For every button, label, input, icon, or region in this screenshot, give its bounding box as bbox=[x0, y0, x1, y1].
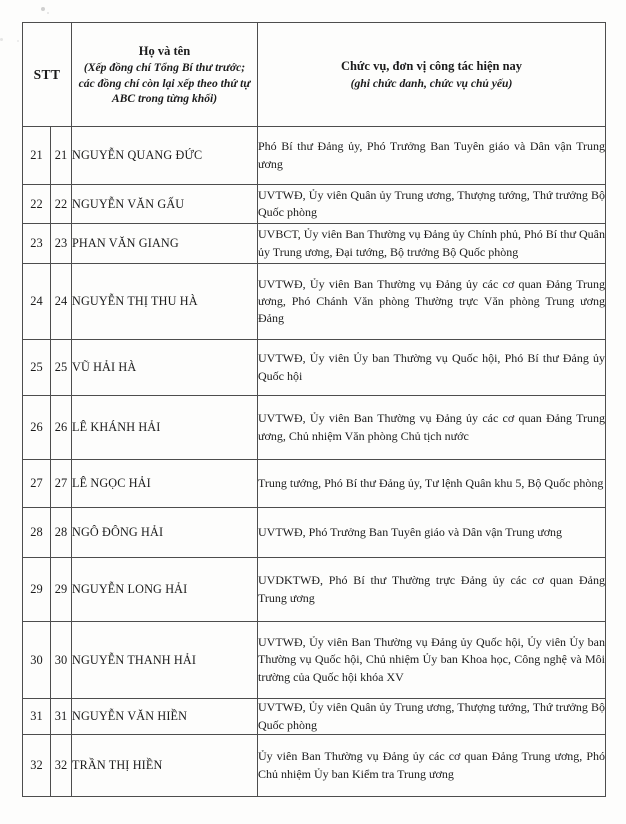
table-row bbox=[23, 224, 606, 264]
row-person-name: PHAN VĂN GIANG bbox=[72, 224, 258, 264]
table-row bbox=[23, 460, 606, 508]
table-row bbox=[23, 558, 606, 622]
row-position-description: UVTWĐ, Phó Trưởng Ban Tuyên giáo và Dân vận Trung ương bbox=[258, 508, 606, 558]
row-number-primary: 27 bbox=[23, 460, 51, 508]
column-header-name-note-1: (Xếp đồng chí Tổng Bí thư trước; bbox=[83, 61, 246, 75]
row-person-name: NGUYỄN VĂN HIỀN bbox=[72, 699, 258, 735]
row-number-primary: 21 bbox=[23, 127, 51, 185]
row-position-description: UVTWĐ, Ủy viên Quân ủy Trung ương, Thượng tướng, Thứ trưởng Bộ Quốc phòng bbox=[258, 699, 606, 735]
table-row bbox=[23, 264, 606, 340]
row-number-primary: 26 bbox=[23, 396, 51, 460]
row-person-name: LÊ NGỌC HẢI bbox=[72, 460, 258, 508]
table-row bbox=[23, 340, 606, 396]
column-header-position-note: (ghi chức danh, chức vụ chủ yếu) bbox=[350, 76, 513, 90]
column-header-name-note-2: các đồng chí còn lại xếp theo thứ tự bbox=[78, 76, 251, 90]
column-header-position-title: Chức vụ, đơn vị công tác hiện nay bbox=[340, 59, 523, 74]
personnel-table bbox=[22, 22, 606, 797]
row-person-name: NGUYỄN THANH HẢI bbox=[72, 622, 258, 699]
scan-speckle-icon bbox=[47, 12, 49, 14]
row-number-primary: 31 bbox=[23, 699, 51, 735]
column-header-name-title: Họ và tên bbox=[138, 43, 191, 58]
row-number-secondary: 21 bbox=[51, 127, 72, 185]
row-person-name: NGUYỄN LONG HẢI bbox=[72, 558, 258, 622]
table-row bbox=[23, 699, 606, 735]
row-number-secondary: 29 bbox=[51, 558, 72, 622]
row-number-primary: 30 bbox=[23, 622, 51, 699]
row-position-description: UVBCT, Ủy viên Ban Thường vụ Đảng ủy Chính phủ, Phó Bí thư Quân ủy Trung ương, Đại tướng, Bộ trưởng Bộ Quốc phòng bbox=[258, 224, 606, 264]
row-number-primary: 25 bbox=[23, 340, 51, 396]
table-row bbox=[23, 185, 606, 224]
row-position-description: UVTWĐ, Ủy viên Ban Thường vụ Đảng ủy Quốc hội, Ủy viên Ủy ban Thường vụ Quốc hội, Chủ nhiệm Ủy ban Khoa học, Công nghệ và Môi trường của Quốc hội khóa XV bbox=[258, 622, 606, 699]
row-number-secondary: 24 bbox=[51, 264, 72, 340]
row-position-description: UVTWĐ, Ủy viên Quân ủy Trung ương, Thượng tướng, Thứ trưởng Bộ Quốc phòng bbox=[258, 185, 606, 224]
column-header-name bbox=[72, 23, 258, 127]
row-position-description: Phó Bí thư Đảng ủy, Phó Trưởng Ban Tuyên giáo và Dân vận Trung ương bbox=[258, 127, 606, 185]
row-position-description: UVTWĐ, Ủy viên Ủy ban Thường vụ Quốc hội, Phó Bí thư Đảng ủy Quốc hội bbox=[258, 340, 606, 396]
scan-speckle-icon bbox=[41, 7, 45, 11]
row-number-secondary: 26 bbox=[51, 396, 72, 460]
row-position-description: UVTWĐ, Ủy viên Ban Thường vụ Đảng ủy các cơ quan Đảng Trung ương, Phó Chánh Văn phòng Thường trực Văn phòng Trung ương Đảng bbox=[258, 264, 606, 340]
row-number-primary: 32 bbox=[23, 735, 51, 797]
row-position-description: Ủy viên Ban Thường vụ Đảng ủy các cơ quan Đảng Trung ương, Phó Chủ nhiệm Ủy ban Kiểm tra Trung ương bbox=[258, 735, 606, 797]
row-number-primary: 28 bbox=[23, 508, 51, 558]
row-number-primary: 23 bbox=[23, 224, 51, 264]
row-number-secondary: 23 bbox=[51, 224, 72, 264]
row-person-name: NGUYỄN QUANG ĐỨC bbox=[72, 127, 258, 185]
row-person-name: VŨ HẢI HÀ bbox=[72, 340, 258, 396]
row-number-primary: 22 bbox=[23, 185, 51, 224]
table-header-row bbox=[23, 23, 606, 127]
scan-speckle-icon bbox=[17, 40, 19, 42]
table-row bbox=[23, 735, 606, 797]
row-position-description: UVDKTWĐ, Phó Bí thư Thường trực Đảng ủy các cơ quan Đảng Trung ương bbox=[258, 558, 606, 622]
column-header-name-note-3: ABC trong từng khối) bbox=[111, 91, 218, 105]
column-header-stt: STT bbox=[23, 23, 72, 127]
table-header bbox=[23, 23, 606, 127]
row-number-primary: 29 bbox=[23, 558, 51, 622]
row-number-secondary: 31 bbox=[51, 699, 72, 735]
row-position-description: UVTWĐ, Ủy viên Ban Thường vụ Đảng ủy các cơ quan Đảng Trung ương, Chủ nhiệm Văn phòng Chủ tịch nước bbox=[258, 396, 606, 460]
row-number-secondary: 22 bbox=[51, 185, 72, 224]
row-number-secondary: 32 bbox=[51, 735, 72, 797]
row-position-description: Trung tướng, Phó Bí thư Đảng ủy, Tư lệnh Quân khu 5, Bộ Quốc phòng bbox=[258, 460, 606, 508]
table-row bbox=[23, 622, 606, 699]
row-number-primary: 24 bbox=[23, 264, 51, 340]
row-number-secondary: 25 bbox=[51, 340, 72, 396]
column-header-position bbox=[258, 23, 606, 127]
row-person-name: TRẦN THỊ HIỀN bbox=[72, 735, 258, 797]
table-row bbox=[23, 127, 606, 185]
scan-speckle-icon bbox=[0, 38, 3, 41]
row-number-secondary: 30 bbox=[51, 622, 72, 699]
table-row bbox=[23, 396, 606, 460]
table-row bbox=[23, 508, 606, 558]
table-body bbox=[23, 127, 606, 797]
row-person-name: LÊ KHÁNH HẢI bbox=[72, 396, 258, 460]
row-person-name: NGUYỄN THỊ THU HÀ bbox=[72, 264, 258, 340]
row-person-name: NGÔ ĐÔNG HẢI bbox=[72, 508, 258, 558]
row-number-secondary: 28 bbox=[51, 508, 72, 558]
row-number-secondary: 27 bbox=[51, 460, 72, 508]
row-person-name: NGUYỄN VĂN GẤU bbox=[72, 185, 258, 224]
